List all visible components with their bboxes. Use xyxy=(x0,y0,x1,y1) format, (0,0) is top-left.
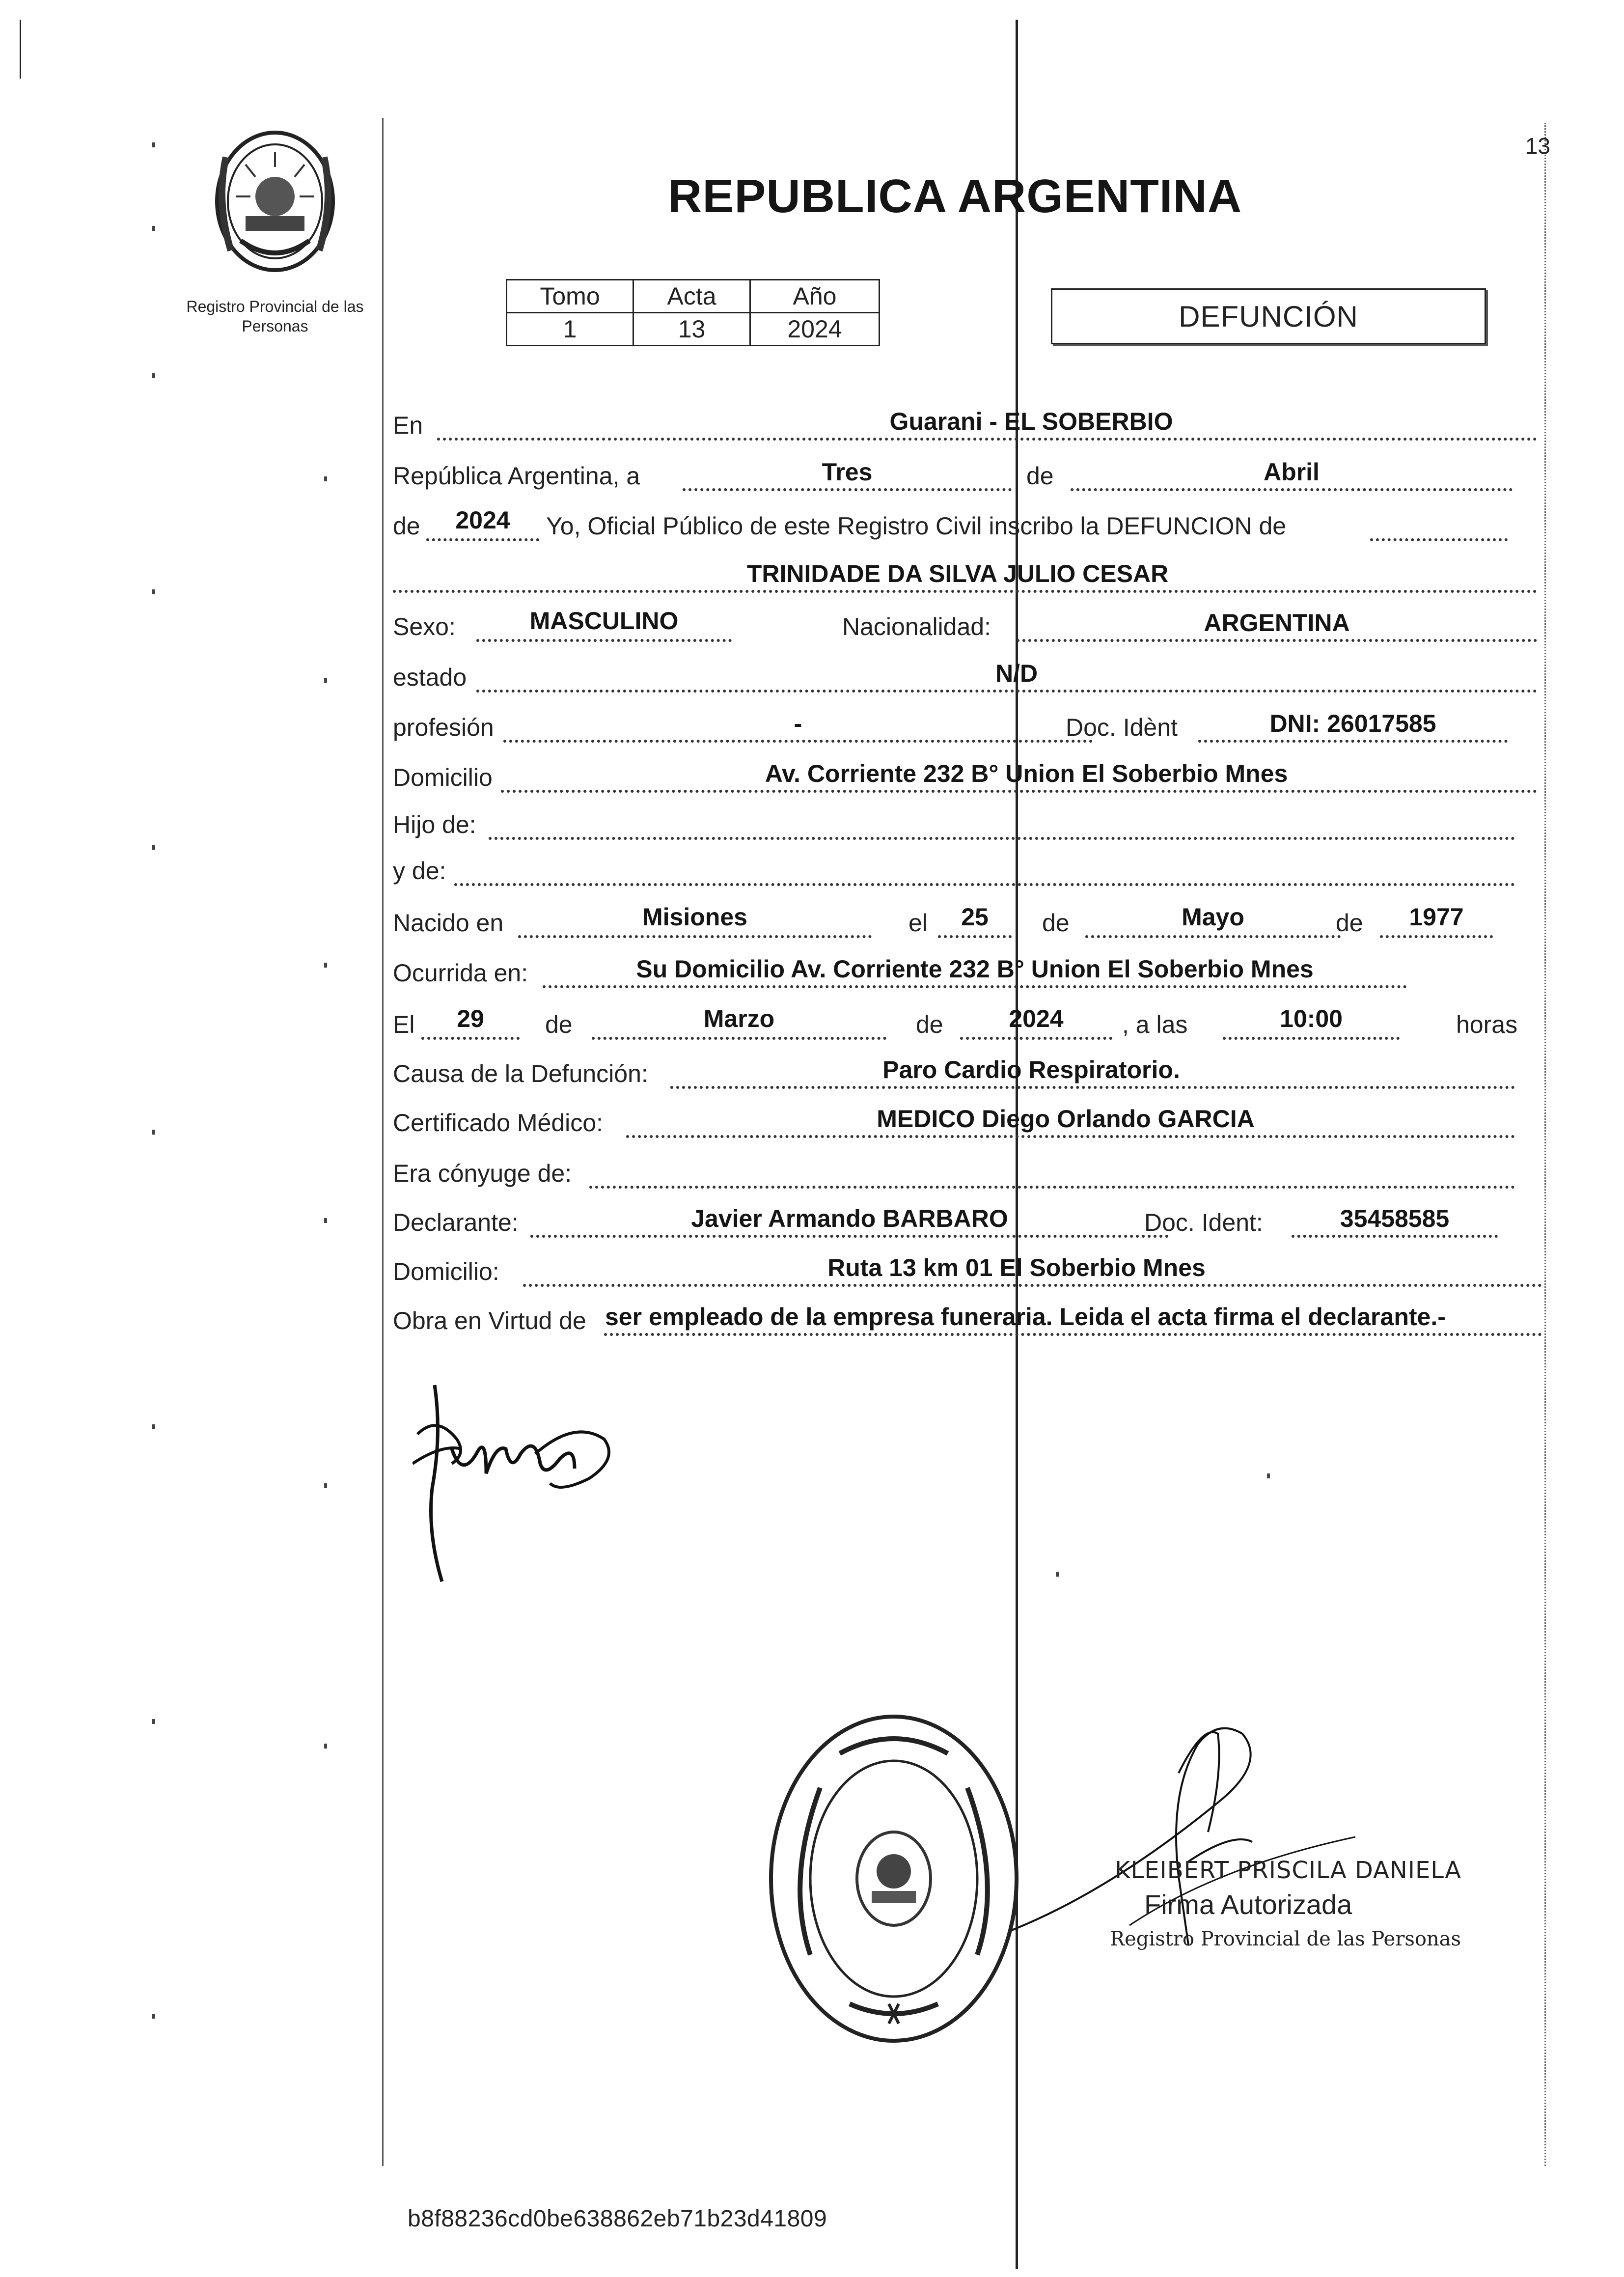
register-value-tomo: 1 xyxy=(507,313,633,346)
scan-dot xyxy=(1267,1473,1270,1478)
de5-label: de xyxy=(545,1011,573,1038)
form-row-profesion xyxy=(393,702,1542,747)
nacido-label: Nacido en xyxy=(393,909,504,937)
official-seal xyxy=(766,1709,1021,2048)
document-type-box xyxy=(1051,288,1486,344)
form-row-obra xyxy=(393,1296,1542,1340)
de3-label: de xyxy=(1042,909,1070,937)
domicilio2-value: Ruta 13 km 01 El Soberbio Mnes xyxy=(827,1254,1206,1281)
ocurrida-label: Ocurrida en: xyxy=(393,959,528,987)
doc-label: Doc. Idènt xyxy=(1066,714,1178,741)
register-header-anio: Año xyxy=(750,280,880,313)
scan-edge-mark xyxy=(20,20,21,79)
form-row-nacido xyxy=(393,898,1542,942)
sexo-value: MASCULINO xyxy=(529,607,679,635)
form-row-deceased xyxy=(393,553,1542,597)
de2-label: de xyxy=(393,512,420,540)
domicilio-label: Domicilio xyxy=(393,764,493,791)
register-table xyxy=(506,279,880,346)
year-value: 2024 xyxy=(455,506,510,534)
estado-label: estado xyxy=(393,664,467,691)
nacionalidad-label: Nacionalidad: xyxy=(842,613,991,640)
scan-dot xyxy=(324,1744,327,1749)
authority-role: Firma Autorizada xyxy=(1144,1889,1352,1920)
conyuge-label: Era cónyuge de: xyxy=(393,1160,572,1187)
ocurrida-value: Su Domicilio Av. Corriente 232 B° Union El Soberbio Mnes xyxy=(636,955,1314,983)
death-month: Marzo xyxy=(703,1005,775,1032)
form-row-domicilio xyxy=(393,752,1542,797)
form-row-estado xyxy=(393,652,1542,696)
scan-dot xyxy=(152,373,155,378)
declarante-label: Declarante: xyxy=(393,1209,519,1236)
declarante-value: Javier Armando BARBARO xyxy=(691,1205,1008,1232)
death-day: 29 xyxy=(457,1005,484,1032)
de6-label: de xyxy=(916,1011,943,1038)
authority-name: KLEIBERT PRISCILA DANIELA xyxy=(1115,1857,1461,1884)
form-row-certificado xyxy=(393,1098,1542,1142)
scan-dot xyxy=(152,1424,155,1429)
deceased-name: TRINIDADE DA SILVA JULIO CESAR xyxy=(746,560,1169,587)
certificado-label: Certificado Médico: xyxy=(393,1109,603,1137)
scan-dot xyxy=(152,1130,155,1135)
causa-label: Causa de la Defunción: xyxy=(393,1060,648,1087)
officer-fill xyxy=(1370,509,1508,541)
province-coat-of-arms xyxy=(196,123,354,280)
form-row-yde xyxy=(393,846,1542,890)
domicilio-value: Av. Corriente 232 B° Union El Soberbio Mnes xyxy=(765,760,1288,787)
page-number: 13 xyxy=(1525,133,1550,159)
death-year: 2024 xyxy=(1009,1005,1064,1032)
document-hash: b8f88236cd0be638862eb71b23d41809 xyxy=(408,2206,827,2232)
obra-value: ser empleado de la empresa funeraria. Leida el acta firma el declarante.- xyxy=(605,1303,1446,1331)
domicilio2-label: Domicilio: xyxy=(393,1258,499,1285)
el-label: el xyxy=(908,909,928,937)
scan-dot xyxy=(324,476,327,481)
scan-dot xyxy=(324,963,327,968)
form-row-officer xyxy=(393,501,1542,545)
de-label: de xyxy=(1026,462,1054,490)
document-type-label: DEFUNCIÓN xyxy=(1179,300,1358,333)
scan-dot xyxy=(152,2014,155,2019)
officer-text: Yo, Oficial Público de este Registro Civil inscribo la DEFUNCION de xyxy=(546,512,1287,540)
death-time: 10:00 xyxy=(1280,1005,1343,1032)
form-row-republica xyxy=(393,451,1542,495)
day-value: Tres xyxy=(822,458,873,486)
month-value: Abril xyxy=(1264,458,1320,486)
causa-value: Paro Cardio Respiratorio. xyxy=(882,1056,1180,1083)
form-row-ocurrida xyxy=(393,948,1542,992)
birth-year: 1977 xyxy=(1409,903,1464,931)
horas-label: horas xyxy=(1456,1011,1518,1038)
left-margin-line xyxy=(382,118,384,2166)
scan-dot xyxy=(324,678,327,683)
alas-label: , a las xyxy=(1122,1011,1188,1038)
nacido-value: Misiones xyxy=(642,903,747,931)
de4-label: de xyxy=(1336,909,1363,937)
conyuge-fill xyxy=(589,1156,1515,1189)
scan-dot xyxy=(152,226,155,231)
register-value-row xyxy=(507,313,880,346)
hijo-label: Hijo de: xyxy=(393,811,476,838)
profesion-value: - xyxy=(794,710,802,737)
handwritten-signature-icon xyxy=(413,1375,629,1601)
form-row-en xyxy=(393,400,1542,444)
doc-value: DNI: 26017585 xyxy=(1269,710,1436,737)
sexo-label: Sexo: xyxy=(393,613,456,640)
register-value-anio: 2024 xyxy=(750,313,880,346)
seal-icon xyxy=(766,1709,1021,2048)
doc2-value: 35458585 xyxy=(1340,1205,1450,1232)
en-label: En xyxy=(393,412,423,439)
scan-dot xyxy=(152,1719,155,1724)
register-header-acta: Acta xyxy=(633,280,750,313)
scan-dot xyxy=(152,845,155,850)
org-name-left: Registro Provincial de las Personas xyxy=(186,298,364,335)
form-row-causa xyxy=(393,1049,1542,1093)
en-value: Guarani - EL SOBERBIO xyxy=(889,408,1173,435)
scan-dot xyxy=(152,589,155,594)
form-row-sexo xyxy=(393,602,1542,646)
hijo-fill xyxy=(489,807,1515,840)
birth-day: 25 xyxy=(961,903,989,931)
declarant-signature xyxy=(413,1375,629,1601)
form-row-fecha xyxy=(393,1000,1542,1044)
coat-of-arms-icon xyxy=(196,123,354,280)
form-row-conyuge xyxy=(393,1148,1542,1193)
register-header-row xyxy=(507,280,880,313)
register-header-tomo: Tomo xyxy=(507,280,633,313)
page-title: REPUBLICA ARGENTINA xyxy=(668,170,1242,222)
doc2-label: Doc. Ident: xyxy=(1144,1209,1263,1236)
yde-label: y de: xyxy=(393,857,446,885)
birth-month: Mayo xyxy=(1182,903,1244,931)
profesion-label: profesión xyxy=(393,714,494,741)
estado-value: N/D xyxy=(995,660,1038,687)
register-value-acta: 13 xyxy=(633,313,750,346)
right-margin-line xyxy=(1544,123,1546,2166)
republica-label: República Argentina, a xyxy=(393,462,640,490)
form-row-domicilio2 xyxy=(393,1247,1542,1291)
certificado-value: MEDICO Diego Orlando GARCIA xyxy=(877,1105,1255,1133)
form-row-declarante xyxy=(393,1197,1542,1242)
scan-dot xyxy=(1056,1572,1059,1577)
nacionalidad-value: ARGENTINA xyxy=(1204,609,1350,637)
obra-label: Obra en Virtud de xyxy=(393,1307,586,1334)
yde-fill xyxy=(454,854,1515,886)
scan-dot xyxy=(152,142,155,147)
authority-org: Registro Provincial de las Personas xyxy=(1110,1928,1461,1950)
scan-dot xyxy=(324,1483,327,1488)
el2-label: El xyxy=(393,1011,415,1038)
form-row-hijo xyxy=(393,800,1542,844)
scan-dot xyxy=(324,1218,327,1223)
